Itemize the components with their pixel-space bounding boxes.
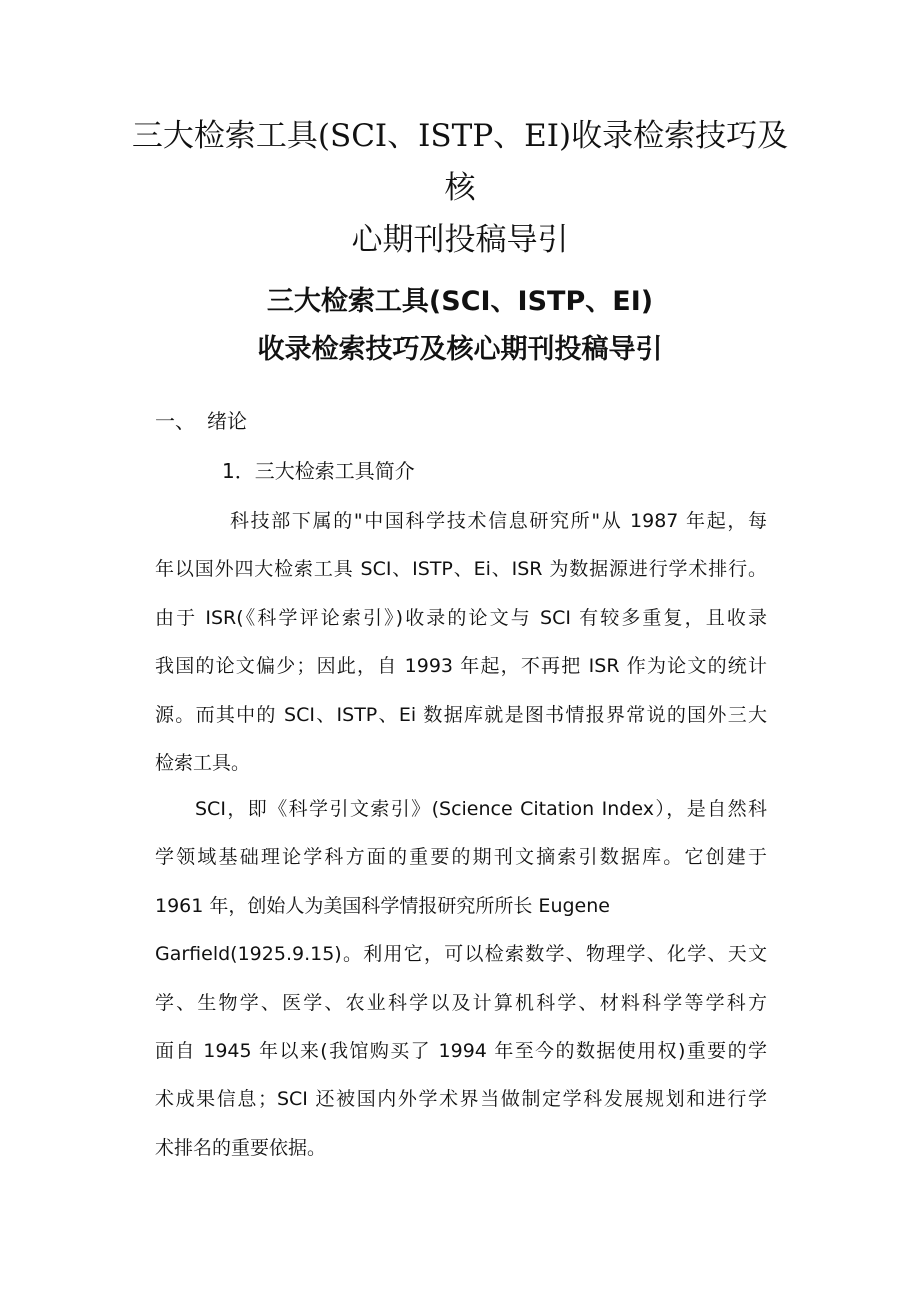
paragraph-line: 术成果信息；SCI 还被国内外学术界当做制定学科发展规划和进行学 xyxy=(155,1088,767,1111)
paragraph-line: 年以国外四大检索工具 SCI、ISTP、Ei、ISR 为数据源进行学术排行。 xyxy=(155,558,767,581)
document-title xyxy=(120,110,800,266)
document-title-line: 心期刊投稿导引 xyxy=(351,222,569,258)
paragraph-line: 源。而其中的 SCI、ISTP、Ei 数据库就是图书情报界常说的国外三大 xyxy=(155,703,767,726)
paragraph-line: 检索工具。 xyxy=(155,752,251,775)
paragraph-line: 学、生物学、医学、农业科学以及计算机科学、材料科学等学科方 xyxy=(155,991,767,1014)
main-heading-line: 三大检索工具(SCI、ISTP、EI) xyxy=(266,286,654,317)
paragraph-line: 面自 1945 年以来(我馆购买了 1994 年至今的数据使用权)重要的学 xyxy=(155,1040,767,1063)
paragraph-research-ranking xyxy=(155,497,767,787)
paragraph-line: 学领域基础理论学科方面的重要的期刊文摘索引数据库。它创建于 xyxy=(155,846,767,869)
subsection-heading: 1．三大检索工具简介 xyxy=(222,459,415,483)
document-title-line: 三大检索工具(SCI、ISTP、EI)收录检索技巧及核 xyxy=(131,118,789,206)
paragraph-line: SCI，即《科学引文索引》(Science Citation Index），是自然科 xyxy=(195,798,767,820)
main-heading-line: 收录检索技巧及核心期刊投稿导引 xyxy=(257,334,663,365)
paragraph-line: Garfield(1925.9.15)。利用它，可以检索数学、物理学、化学、天文 xyxy=(155,943,767,966)
paragraph-line: 术排名的重要依据。 xyxy=(155,1136,327,1159)
section-title: 绪论 xyxy=(207,409,247,433)
paragraph-line: 科技部下属的"中国科学技术信息研究所"从 1987 年起，每 xyxy=(230,510,767,532)
paragraph-line: 1961 年，创始人为美国科学情报研究所所长 Eugene xyxy=(155,894,610,917)
section-number: 一、 xyxy=(155,409,195,433)
main-heading xyxy=(120,278,800,374)
paragraph-line: 我国的论文偏少；因此，自 1993 年起，不再把 ISR 作为论文的统计 xyxy=(155,655,767,678)
section-heading xyxy=(155,405,247,437)
paragraph-line: 由于 ISR(《科学评论索引》)收录的论文与 SCI 有较多重复，且收录 xyxy=(155,606,767,629)
paragraph-sci-description xyxy=(155,785,767,1172)
